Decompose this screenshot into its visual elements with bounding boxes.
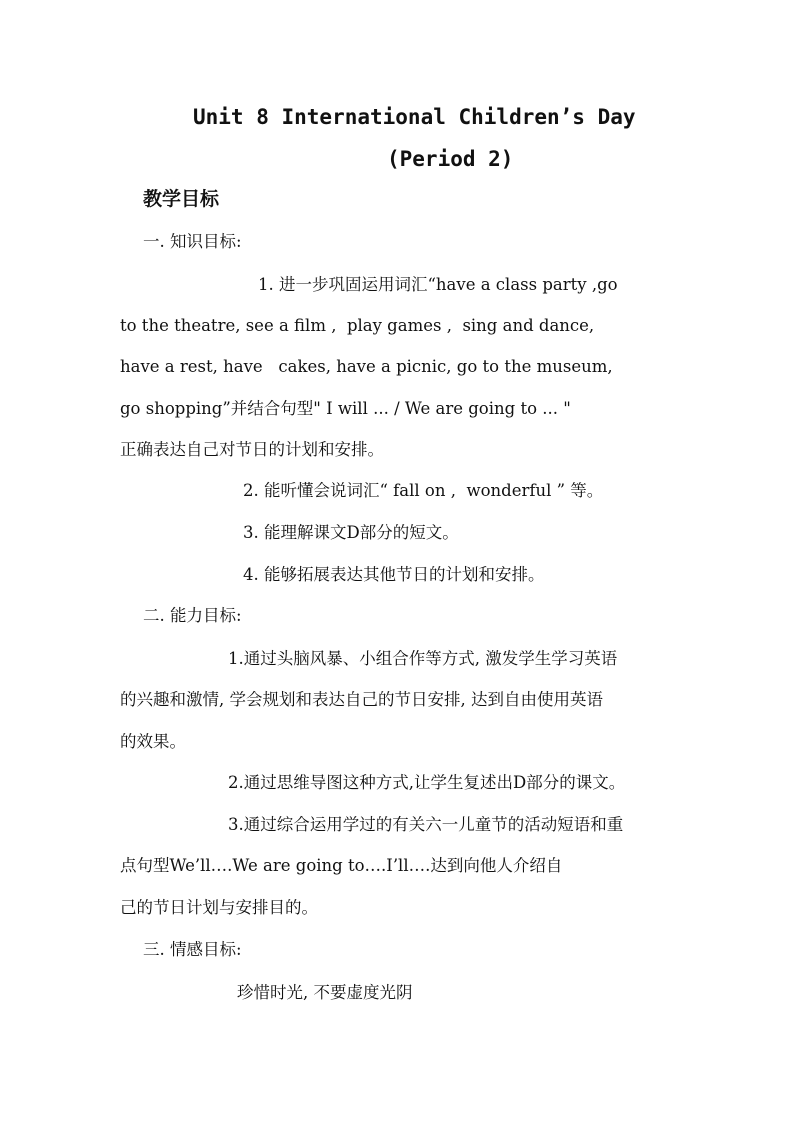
ability-item3-line2: 点句型We’ll….We are going to….I’ll….达到向他人介绍自 bbox=[120, 856, 563, 875]
title-line-2: (Period 2) bbox=[387, 147, 514, 171]
ability-item3-line1: 3.通过综合运用学过的有关六一儿童节的活动短语和重 bbox=[228, 815, 624, 834]
knowledge-item1-line2: to the theatre, see a film , play games , sing and dance, bbox=[120, 316, 595, 335]
title-line-1: Unit 8 International Children’s Day bbox=[193, 105, 636, 129]
knowledge-item1-line4: go shopping”并结合句型" I will ... / We are going to ... " bbox=[120, 399, 571, 418]
emotion-item1: 珍惜时光, 不要虚度光阴 bbox=[237, 983, 413, 1002]
knowledge-item1-line5: 正确表达自己对节日的计划和安排。 bbox=[120, 440, 384, 459]
ability-item1-line2: 的兴趣和激情, 学会规划和表达自己的节日安排, 达到自由使用英语 bbox=[120, 690, 603, 709]
knowledge-item3: 3. 能理解课文D部分的短文。 bbox=[243, 523, 459, 542]
ability-item3-line3: 己的节日计划与安排目的。 bbox=[120, 898, 318, 917]
ability-item1-line3: 的效果。 bbox=[120, 732, 186, 751]
knowledge-item2: 2. 能听懂会说词汇“ fall on , wonderful ” 等。 bbox=[243, 481, 604, 500]
knowledge-item1-line1: 1. 进一步巩固运用词汇“have a class party ,go bbox=[258, 275, 618, 294]
knowledge-heading: 一. 知识目标: bbox=[143, 232, 242, 251]
section-heading: 教学目标 bbox=[143, 188, 220, 210]
ability-heading: 二. 能力目标: bbox=[143, 606, 242, 625]
ability-item2: 2.通过思维导图这种方式,让学生复述出D部分的课文。 bbox=[228, 773, 626, 792]
knowledge-item1-line3: have a rest, have cakes, have a picnic, go to the museum, bbox=[120, 357, 613, 376]
emotion-heading: 三. 情感目标: bbox=[143, 940, 242, 959]
ability-item1-line1: 1.通过头脑风暴、小组合作等方式, 激发学生学习英语 bbox=[228, 649, 618, 668]
knowledge-item4: 4. 能够拓展表达其他节日的计划和安排。 bbox=[243, 565, 545, 584]
